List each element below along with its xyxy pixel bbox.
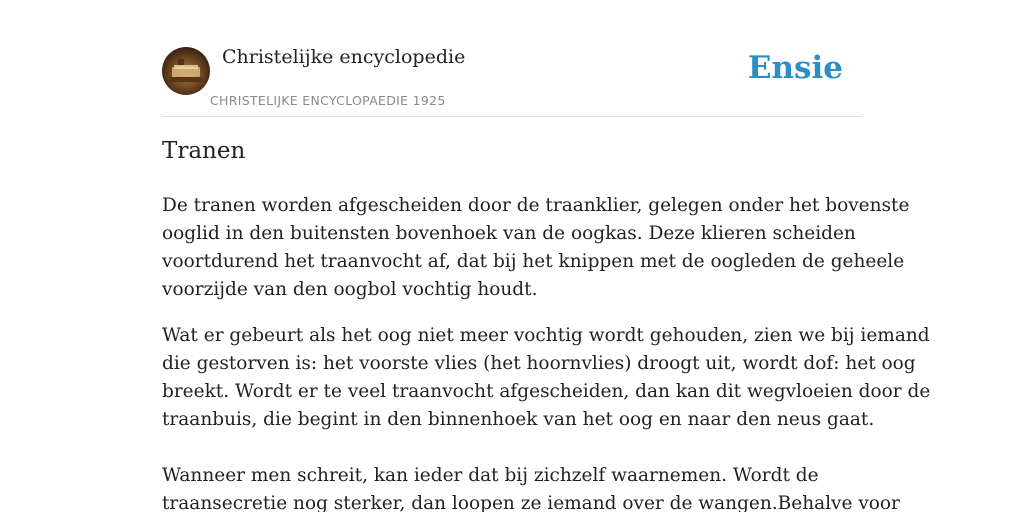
site-header [162,46,862,117]
text-line: traanbuis, die begint in den binnenhoek van het oog en naar den neus gaat. [162,409,875,430]
article-body [162,192,931,512]
site-title[interactable]: Christelijke encyclopedie [222,46,466,68]
text-line: voortdurend het traanvocht af, dat bij het knippen met de oogleden de geheele [162,251,905,272]
brand-logo[interactable]: Ensie [747,50,843,86]
text-line: breekt. Wordt er te veel traanvocht afgescheiden, dan kan dit wegvloeien door de [162,381,931,402]
text-line: Wat er gebeurt als het oog niet meer vochtig wordt gehouden, zien we bij iemand [162,325,930,346]
text-line: die gestorven is: het voorste vlies (het hoornvlies) droogt uit, wordt dof: het oog [162,353,916,374]
site-subtitle[interactable]: CHRISTELIJKE ENCYCLOPAEDIE 1925 [210,93,446,108]
site-avatar[interactable] [162,47,210,95]
paragraph [162,462,900,512]
book-image-icon [162,47,210,95]
text-line: traansecretie nog sterker, dan loopen ze iemand over de wangen.Behalve voor [162,493,900,512]
text-line: Wanneer men schreit, kan ieder dat bij zichzelf waarnemen. Wordt de [162,465,819,486]
paragraph [162,192,910,304]
article-title: Tranen [162,138,246,164]
text-line: De tranen worden afgescheiden door de traanklier, gelegen onder het bovenste [162,195,910,216]
text-line: ooglid in den buitensten bovenhoek van de oogkas. Deze klieren scheiden [162,223,856,244]
text-line: voorzijde van den oogbol vochtig houdt. [162,279,538,300]
paragraph [162,322,931,434]
